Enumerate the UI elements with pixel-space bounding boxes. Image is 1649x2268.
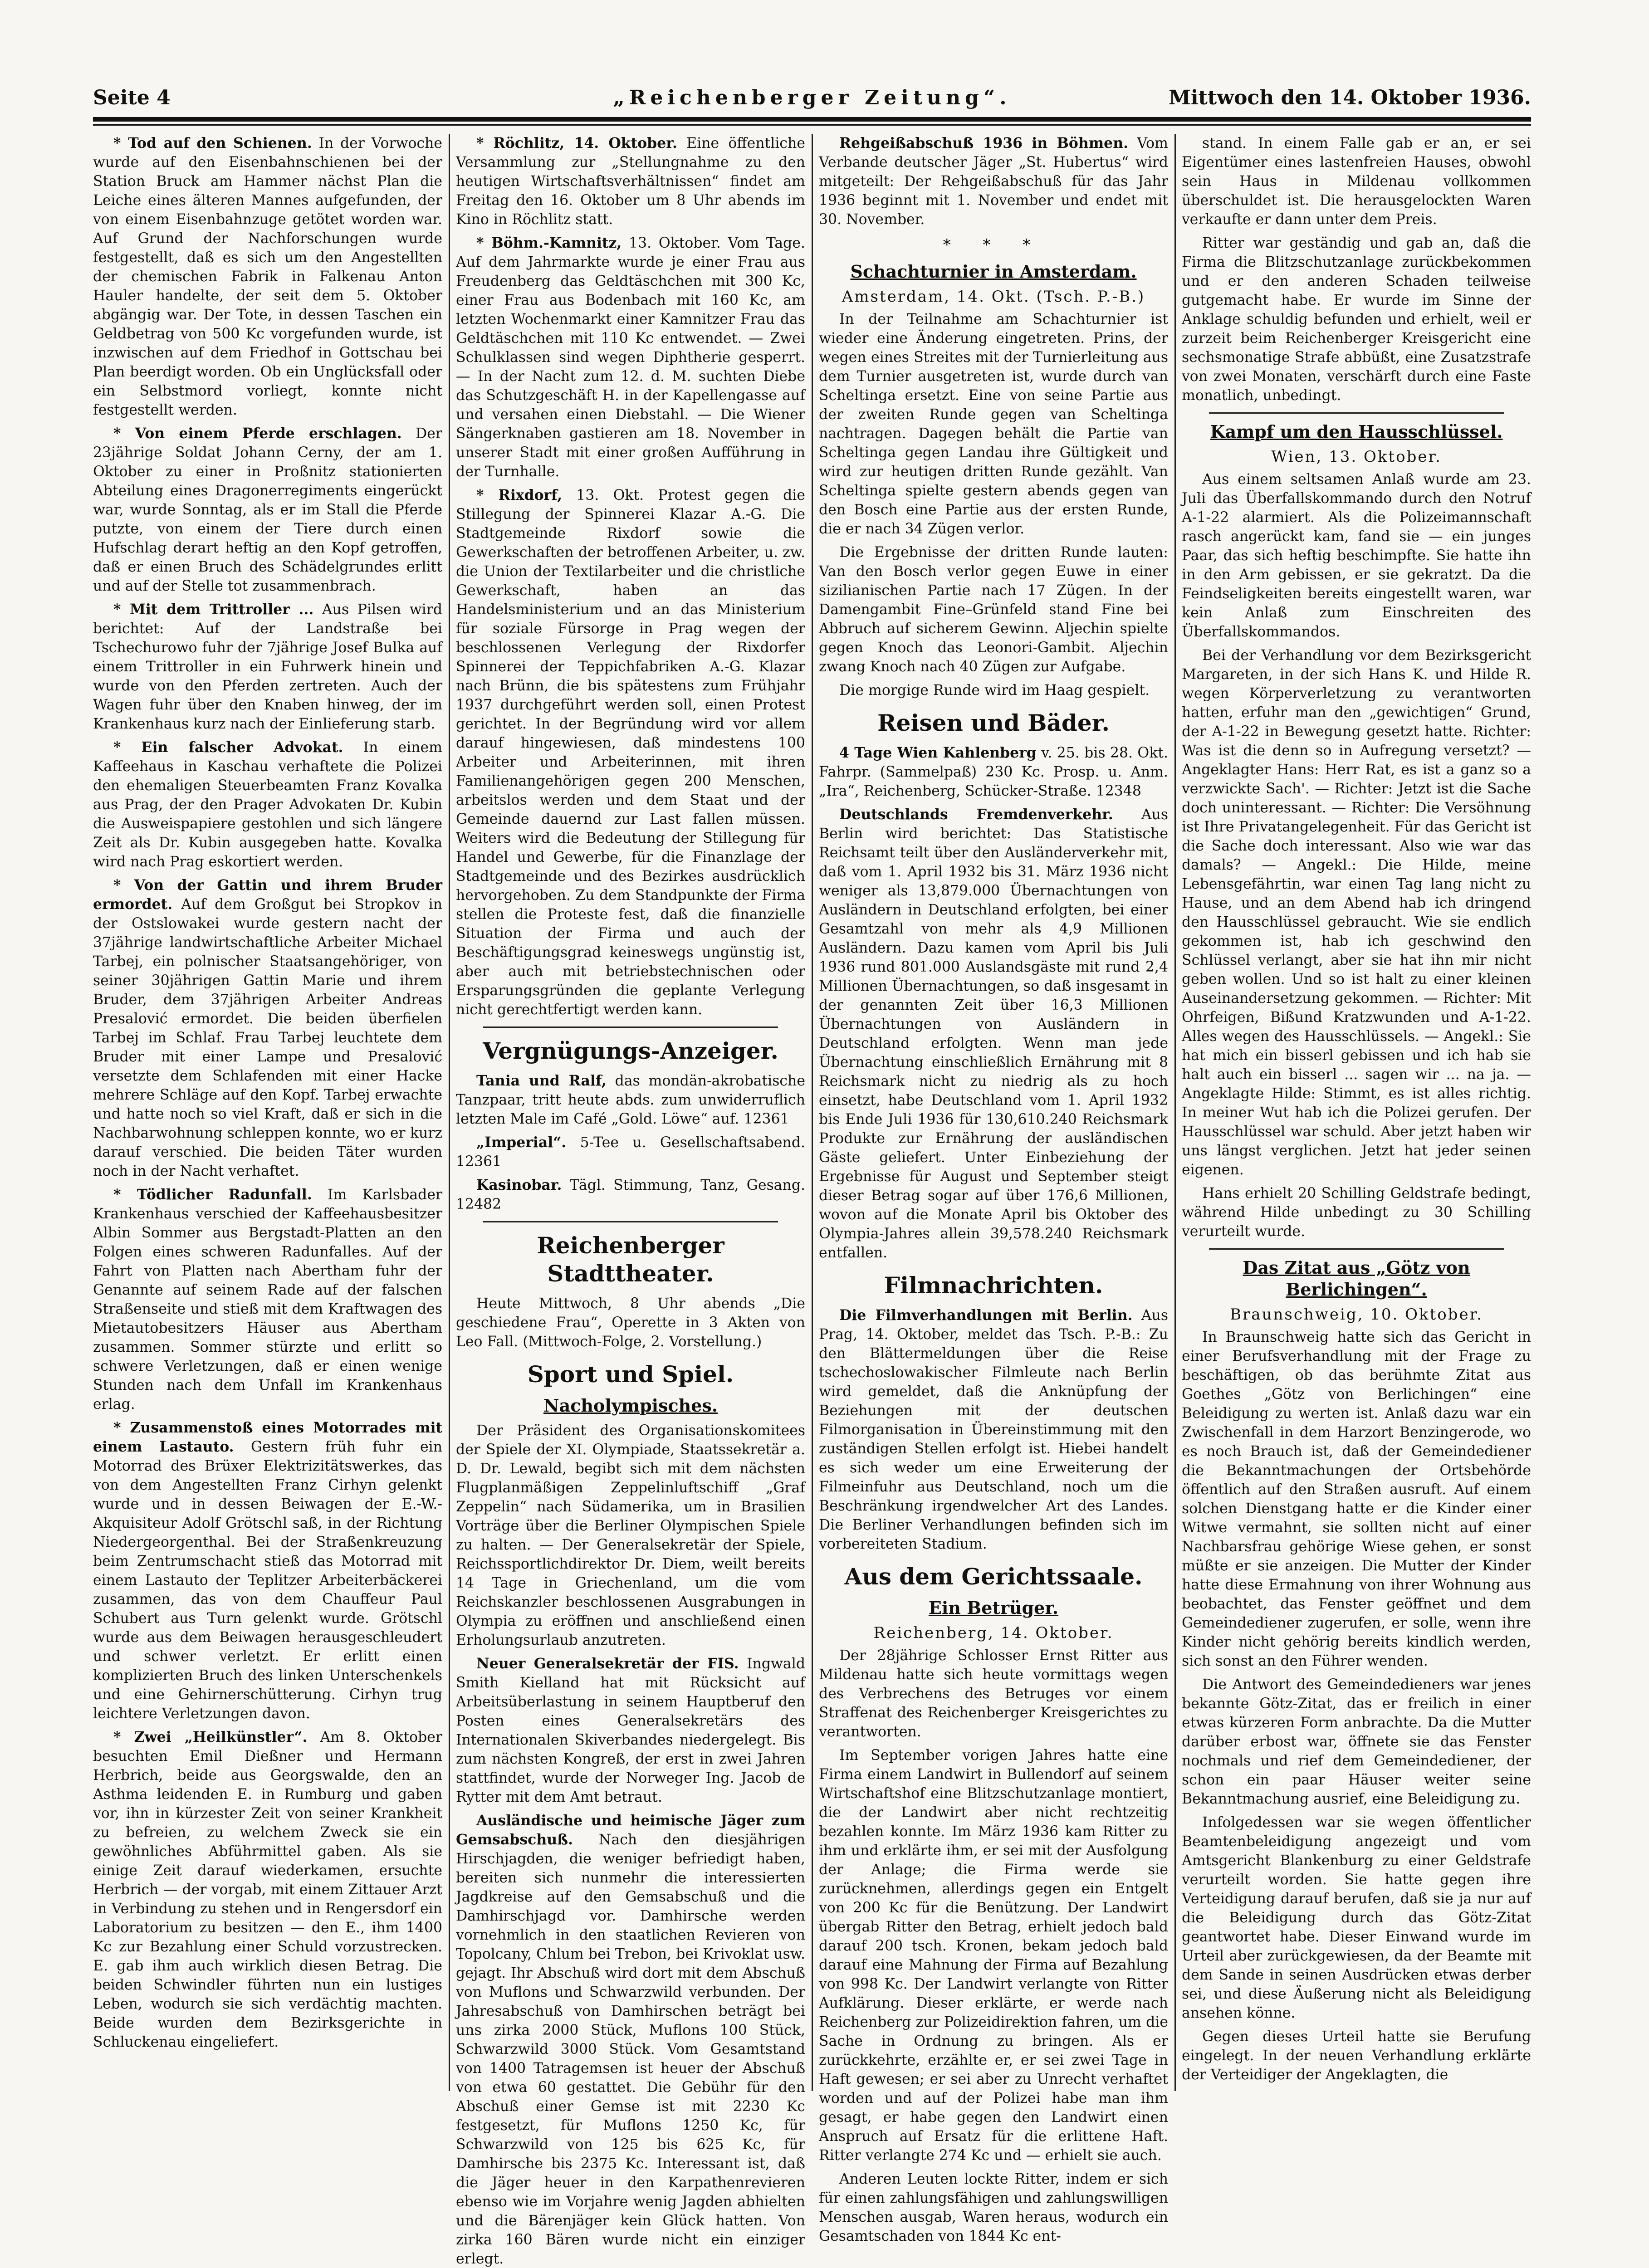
ad-item: „Imperial“. 5-Tee u. Gesellschaftsabend. 12361 [456,1134,805,1170]
section-rule [1209,412,1504,414]
header-rule-thin [93,124,1531,126]
news-item: * Von der Gattin und ihrem Bruder ermordet. Auf dem Großgut bei Stropkov in der Ostslowakei wurde gestern nacht der 37jährige landwirtschaftliche Arbeiter Michael Tarbej, ein polnischer Staatsangehöriger, von seiner 30jährigen Gattin Marie und ihrem Bruder, dem 37jährigen Arbeiter Andreas Presalović ermordet. Die beiden überfielen Tarbej im Schlaf. Frau Tarbej leuchtete dem Bruder mit einer Lampe und Presalović versetzte dem Schlafenden mit einer Hacke mehrere Schläge auf den Kopf. Tarbej erwachte und hatte noch so viel Kraft, daß er sich in die Nachbarwohnung schleppen konnte, wo er kurz darauf verschied. Die beiden Täter wurden noch in der Nacht verhaftet. [93,877,442,1179]
paragraph: Die morgige Runde wird im Haag gespielt. [839,682,1150,699]
paragraph: Bei der Verhandlung vor dem Bezirksgericht Margareten, in der sich Hans K. und Hilde R. wegen Körperverletzung zu verantworten hatten, erfuhr man den „gewichtigen“ Grund, der A-1-22 in Bewegung gesetzt hatte. Richter: Was ist die denn so in Aufregung versetzt? — Angeklagter Hans: Herr Rat, es ist a ganz so a verzwickte Sach'. — Richter: Jetzt ist die Sache doch uninteressant. — Richter: Die Versöhnung ist Ihre Privatangelegenheit. Für das Gericht ist die Sache doch interessant. Also wie war das damals? — Angekl.: Die Hilde, meine Lebensgefährtin, war einen Tag lang nicht zu Hause, und an dem Abend hab ich dringend den Hausschlüssel gebraucht. Wie sie endlich gekommen ist, hab ich geschwind den Schlüssel verlangt, aber sie hat ihn mir nicht geben wollen. Und so ist halt zu einer kleinen Auseinandersetzung gekommen. — Richter: Mit Ohrfeigen, Bißund Kratzwunden und A-1-22. Alles wegen des Hausschlüssels. — Angekl.: Sie hat mich ein bisserl gebissen und ich hab sie halt auch ein bisserl ... sagen wir ... na ja. — Angeklagte Hilde: Stimmt, es ist alles richtig. In meiner Wut hab ich die Polizei gerufen. Der Hausschlüssel war schuld. Aber jetzt haben wir uns längst verglichen. Jetzt hat jeder seinen eigenen. [1182,647,1531,1178]
section-heading: Sport und Spiel. [527,1361,734,1388]
news-item: 4 Tage Wien Kahlenberg v. 25. bis 28. Okt. Fahrpr. (Sammelpaß) 230 Kc. Prosp. u. Anm. „Ira“, Reichenberg, Schücker-Straße. 12348 [819,744,1168,799]
dateline: Reichenberg, 14. Oktober. [873,1624,1114,1642]
section-heading: Vergnügungs-Anzeiger. [483,1037,778,1064]
issue-date: Mittwoch den 14. Oktober 1936. [1169,86,1531,109]
column-4 [1182,134,1531,2091]
paragraph: Die Ergebnisse der dritten Runde lauten: Van den Bosch verlor gegen Euwe in einer sizilianischen Partie nach 17 Zügen. In der Damengambit Fine–Grünfeld stand Fine bei Abbruch auf sicherem Gewinn. Aljechin spielte gegen Knoch das Leonori-Gambit. Aljechin zwang Knoch nach 40 Zügen zur Aufgabe. [819,544,1168,675]
news-item: Der Präsident des Organisationskomitees der Spiele der XI. Olympiade, Staatssekretär a. D. Dr. Lewald, begibt sich mit dem nächsten Flugplanmäßigen Zeppelinluftschiff „Graf Zeppelin“ nach Südamerika, um in Brasilien Vorträge über die Berliner Olympischen Spiele zu halten. — Der Generalsekretär der Spiele, Reichssportlichdirektor Dr. Diem, weilt bereits 14 Tage in Griechenland, um die vom Reichskanzler beschlossenen Ausgrabungen in Olympia zu eröffnen und anschließend einen Erholungsurlaub anzutreten. [456,1422,805,1648]
column-1 [93,134,442,2091]
paragraph: In Braunschweig hatte sich das Gericht in einer Berufsverhandlung mit der Frage zu beschäftigen, ob das berühmte Zitat aus Goethes „Götz von Berlichingen“ eine Beleidigung zu werten ist. Anlaß dazu war ein Zwischenfall in dem Harzort Benzingerode, wo es noch Brauch ist, daß der Gemeindediener die Bekanntmachungen der Ortsbehörde öffentlich auf den Straßen ausruft. Auf einem solchen Dienstgang hatte er die Kinder einer Witwe vermahnt, sie sollten nicht auf einer Nachbarsfrau gehörige Wiese gehen, er sonst müßte er sie anzeigen. Die Mutter der Kinder hatte diese Ermahnung von ihrer Wohnung aus beobachtet, das Fenster geöffnet und dem Gemeindediener zugerufen, er solle, wenn ihre Kinder nicht gehörig bereits kindlich werden, sich sonst an den Führer wenden. [1182,1329,1531,1669]
subheading: Das Zitat aus „Götz von Berlichingen“. [1243,1257,1470,1300]
paragraph: Infolgedessen war sie wegen öffentlicher Beamtenbeleidigung angezeigt und vom Amtsgericht Blankenburg zu einer Geldstrafe verurteilt worden. Sie hatte gegen ihre Verteidigung darauf berufen, daß sie ja nur auf die Beleidigung durch das Götz-Zitat geantwortet habe. Dieser Einwand wurde im Urteil aber zurückgewiesen, da der Beamte mit dem Sande in seinen Ausdrücken etwas derber sei, und diese Äußerung nicht als Beleidigung ansehen könne. [1182,1814,1531,2021]
separator-stars: * * * [943,236,1044,254]
paragraph: Gegen dieses Urteil hatte sie Berufung eingelegt. In der neuen Verhandlung erklärte der Verteidiger der Angeklagten, die [1182,2028,1531,2083]
section-rule [483,1221,778,1222]
theater-notice: Heute Mittwoch, 8 Uhr abends „Die geschiedene Frau“, Operette in 3 Akten von Leo Fall. (Mittwoch-Folge, 2. Vorstellung.) [456,1295,805,1350]
news-item: Neuer Generalsekretär der FIS. Ingwald Smith Kielland hat mit Rücksicht auf Arbeitsüberlastung in seinem Hauptberuf den Posten eines Generalsekretärs des Internationalen Skiverbandes niedergelegt. Bis zum nächsten Kongreß, der erst in zwei Jahren stattfindet, wurde der Norweger Ing. Jacob de Rytter mit dem Amt betraut. [456,1655,805,1805]
paragraph: Hans erhielt 20 Schilling Geldstrafe bedingt, während Hilde unbedingt zu 30 Schilling verurteilt wurde. [1182,1185,1531,1240]
news-item: * Zwei „Heilkünstler“. Am 8. Oktober besuchten Emil Dießner und Hermann Herbrich, beide aus Georgswalde, den an Asthma leidenden E. in Rumburg und gaben vor, ihn in kürzester Zeit von seiner Krankheit zu befreien, zu welchem Zweck sie ein gewöhnliches Abführmittel gaben. Als sie einige Zeit darauf wiederkamen, ersuchte Herbrich — der vorgab, mit einem Zittauer Arzt in Verbindung zu stehen und in Rengersdorf ein Laboratorium zu besitzen — den E., ihm 1400 Kc zur Bezahlung einer Schuld vorzustrecken. E. gab ihm auch wirklich diesen Betrag. Die beiden Schwindler führten nun ein lustiges Leben, wodurch sie sich verdächtig machten. Beide wurden dem Bezirksgerichte in Schluckenau eingeliefert. [93,1729,443,2050]
page-header [93,86,1531,113]
dateline: Braunschweig, 10. Oktober. [1230,1305,1483,1324]
section-heading: Aus dem Gerichtssaale. [844,1563,1143,1590]
news-item: * Böhm.-Kamnitz, 13. Oktober. Vom Tage. Auf dem Jahrmarkte wurde je einer Frau aus Freudenberg das Geldtäschchen mit 300 Kc, einer Frau aus Bodenbach mit 160 Kc, am letzten Wochenmarkt einer Kamnitzer Frau das Geldtäschchen mit 110 Kc entwendet. — Zwei Schulklassen sind wegen Diphtherie gesperrt. — In der Nacht zum 12. d. M. suchten Diebe das Schutzgeschäft H. in der Kapellengasse auf und versahen einen Diebstahl. — Die Wiener Sängerknaben gastieren am 18. November in unserer Stadt mit einer großen Aufführung in der Turnhalle. [456,235,805,480]
news-item: Ausländische und heimische Jäger zum Gemsabschuß. Nach den diesjährigen Hirschjagden, die weniger befriedigt haben, bereiten sich nunmehr die interessierten Jagdkreise auf den Gemsabschuß und die Damhirschjagd vor. Damhirsche werden vornehmlich in den staatlichen Revieren von Topolcany, Chlum bei Trebon, bei Krivoklat usw. gejagt. Ihr Abschuß wird dort mit dem Abschuß von Muflons und Schwarzwild verbunden. Der Jahresabschuß von Damhirschen beträgt bei uns zirka 2000 Stück, Muflons 100 Stück, Schwarzwild 3000 Stück. Vom Gesamtstand von 1400 Tatragemsen ist heuer der Abschuß von etwa 60 gestattet. Die Gebühr für den Abschuß einer Gemse ist mit 2230 Kc festgesetzt, für Muflons 1250 Kc, für Schwarzwild von 125 bis 625 Kc, für Damhirsche bis 2375 Kc. Interessant ist, daß die Jäger heuer in den Karpathenrevieren ebenso wie im Vorjahre wenig Jagden abhielten und die Bärenjäger kein Glück hatten. Von zirka 160 Bären wurde nicht ein einziger erlegt. [456,1812,806,2267]
ad-item: Kasinobar. Tägl. Stimmung, Tanz, Gesang. 12482 [456,1177,806,1212]
paragraph: Im September vorigen Jahres hatte eine Firma einem Landwirt in Bullendorf auf seinem Wirtschaftshof eine Blitzschutzanlage montiert, die der Landwirt aber nicht rechtzeitig bezahlen konnte. Im März 1936 kam Ritter zu ihm und erklärte ihm, er sei mit der Ausfolgung der Anlage; die Firma werde sie zurücknehmen, allerdings gegen ein Entgelt von 200 Kc für die Benützung. Der Landwirt übergab Ritter den Betrag, erhielt jedoch bald darauf 200 tsch. Kronen, bekam jedoch bald darauf eine Mahnung der Firma auf Bezahlung von 998 Kc. Der Landwirt verlangte von Ritter Aufklärung. Dieser erklärte, er werde nach Reichenberg zur Polizeidirektion fahren, um die Sache in Ordnung zu bringen. Als er zurückkehrte, erzählte er, er sei zwei Tage in Haft gewesen; er sei aber zu Unrecht verhaftet worden und auf der Polizei habe man ihm gesagt, er habe gegen den Landwirt einen Anspruch auf Ersatz für die erlittene Haft. Ritter verlangte 274 Kc und — erhielt sie auch. [819,1747,1168,2164]
paragraph: Aus einem seltsamen Anlaß wurde am 23. Juli das Überfallskommando durch den Notruf A-1-22 alarmiert. Als die Polizeimannschaft rasch angerückt kam, fand sie — ein junges Paar, das sich heftig beschimpfte. Sie hatte ihn in den Arm gebissen, er sie gekratzt. Da die Feindseligkeiten bereits eingestellt waren, war kein Anlaß zum Einschreiten des Überfallskommandos. [1182,471,1531,640]
column-2 [456,134,806,2267]
news-item: Die Filmverhandlungen mit Berlin. Aus Prag, 14. Oktober, meldet das Tsch. P.-B.: Zu den Blättermeldungen über die Reise tschechoslowakischer Filmleute nach Berlin wird gemeldet, daß die Anknüpfung der Beziehungen mit der deutschen Filmorganisation in Übereinstimmung mit den zuständigen Stellen erfolgt ist. Hiebei handelt es sich weder um eine Erweiterung der Filmeinfuhr aus Deutschland, noch um die Beschränkung irgendwelcher Art des Landes. Die Berliner Verhandlungen befinden sich im vorbereiteten Stadium. [819,1307,1168,1552]
section-heading: Reisen und Bäder. [877,709,1110,736]
news-item: Deutschlands Fremdenverkehr. Aus Berlin wird berichtet: Das Statistische Reichsamt teilt über den Ausländerverkehr mit, daß vom 1. April 1932 bis 31. März 1936 nicht weniger als 13,879.000 Übernachtungen von Ausländern in Deutschland erfolgten, bei einer Gesamtzahl von mehr als 4,9 Millionen Ausländern. Dazu kamen vom April bis Juli 1936 rund 801.000 Auslandsgäste mit rund 2,4 Millionen Übernachtungen, so daß insgesamt in der genannten Zeit über 16,3 Millionen Übernachtungen von Ausländern in Deutschland erfolgten. Wenn man jede Übernachtung einschließlich Ernährung mit 8 Reichsmark nicht zu niedrig als zu hoch einsetzt, habe Deutschland vom 1. April 1932 bis Ende Juli 1936 für 130,610.240 Reichsmark Produkte zur Ernährung der ausländischen Gäste geliefert. Unter Einbeziehung der Ergebnisse für August und September steigt dieser Betrag sogar auf über 176,6 Millionen, wovon auf die Monate April bis Oktober des Olympia-Jahres allein 39,578.240 Reichsmark entfallen. [819,806,1168,1261]
dateline: Amsterdam, 14. Okt. (Tsch. P.-B.) [842,288,1145,306]
paragraph: In der Teilnahme am Schachturnier ist wieder eine Änderung eingetreten. Prins, der wegen eines Streites mit der Turnierleitung aus dem Turnier ausgetreten ist, wurde durch van Scheltinga ersetzt. Eine von seine Partie aus der zweiten Runde gegen van Scheltinga nachtragen. Dagegen behält die Partie van Scheltinga gegen Landau ihre Gültigkeit und wird zur heutigen dritten Runde gezählt. Van Scheltinga spielte gestern abends gegen van den Bosch eine Partie aus der ersten Runde, die er nach 34 Zügen verlor. [819,311,1168,537]
news-item: * Rixdorf, 13. Okt. Protest gegen die Stillegung der Spinnerei Klazar A.-G. Die Stadtgemeinde Rixdorf sowie die Gewerkschaften der betroffenen Arbeiter, u. zw. die Union der Textilarbeiter und die christliche Gewerkschaft, haben an das Handelsministerium und an das Ministerium für soziale Fürsorge in Prag wegen der beschlossenen Verlegung der Rixdorfer Spinnerei der Teppichfabriken A.-G. Klazar nach Brünn, die bis spätestens zum Frühjahr 1937 durchgeführt werden soll, einen Protest gerichtet. In der Begründung wird vor allem darauf hingewiesen, daß mindestens 100 Arbeiter und Arbeiterinnen, mit ihren Familienangehörigen gegen 200 Menschen, arbeitslos werden und dem Staat und der Gemeinde dauernd zur Last fallen müssen. Weiters wird die Bedeutung der Stillegung für Handel und Gewerbe, für die Finanzlage der Stadtgemeinde und des Bezirkes ausdrücklich hervorgehoben. Zu dem Standpunkte der Firma stellen die Proteste fest, daß die finanzielle Situation der Firma und auch der Beschäftigungsgrad keineswegs ungünstig ist, aber auch mit betriebstechnischen oder Ersparungsgründen die geplante Verlegung nicht gerechtfertigt werden kann. [456,487,805,1018]
news-item: * Röchlitz, 14. Oktober. Eine öffentliche Versammlung zur „Stellungnahme zu den heutigen Wirtschaftsverhältnissen“ findet am Freitag den 16. Oktober um 8 Uhr abends im Kino in Röchlitz statt. [456,135,805,228]
section-heading: Reichenberger Stadttheater. [537,1232,724,1287]
subheading: Kampf um den Hausschlüssel. [1210,421,1503,442]
news-item: * Von einem Pferde erschlagen. Der 23jährige Soldat Johann Cerny, der am 1. Oktober zu einer in Proßnitz stationierten Abteilung eines Dragonerregiments eingerückt war, wurde Sonntag, als er im Stall die Pferde putzte, von einem der Tiere durch einen Hufschlag derart heftig an den Kopf getroffen, daß er einen Bruch des Schädelgrundes erlitt und auf der Stelle tot zusammenbrach. [93,425,442,594]
masthead-title: „Reichenberger Zeitung“. [613,86,1011,109]
section-heading: Filmnachrichten. [884,1272,1103,1299]
news-item: * Ein falscher Advokat. In einem Kaffeehaus in Kaschau verhaftete die Polizei den ehemaligen Steuerbeamten Franz Kovalka aus Prag, der den Prager Advokaten Dr. Kubin die Ausweispapiere gestohlen und sich längere Zeit als Dr. Kubin ausgegeben hatte. Kovalka wird nach Prag eskortiert werden. [93,739,442,870]
column-3 [819,134,1169,2244]
paragraph: Anderen Leuten lockte Ritter, indem er sich für einen zahlungsfähigen und zahlungswilligen Menschen ausgab, Waren heraus, wodurch ein Gesamtschaden von 1844 Kc ent- [819,2171,1168,2244]
paragraph: stand. In einem Falle gab er an, er sei Eigentümer eines lastenfreien Hauses, obwohl sein Haus in Mildenau vollkommen überschuldet ist. Die herausgelockten Waren verkaufte er dann unter dem Preis. [1182,135,1531,228]
paragraph: Die Antwort des Gemeindedieners war jenes bekannte Götz-Zitat, das er freilich in einer etwas kürzeren Form anbrachte. Da die Mutter darüber erbost war, öffnete sie das Fenster nochmals und rief dem Gemeindediener, der schon ein paar Häuser weiter seine Bekanntmachung ausrief, eine Beleidigung zu. [1182,1677,1531,1807]
page-number: Seite 4 [93,86,171,109]
news-item: * Tödlicher Radunfall. Im Karlsbader Krankenhaus verschied der Kaffeehausbesitzer Albin Sommer aus Bergstadt-Platten an den Folgen eines schweren Radunfalles. Auf der Fahrt von Platten nach Abertham fuhr der Genannte auf seinem Rade auf der falschen Straßenseite und stieß mit dem Kraftwagen des Mietautobesitzers Häuser aus Abertham zusammen. Sommer stürzte und erlitt so schwere Verletzungen, daß er einen wenige Stunden nach dem Unfall im Krankenhaus erlag. [93,1186,443,1413]
news-item: * Mit dem Trittroller ... Aus Pilsen wird berichtet: Auf der Landstraße bei Tschechurowo fuhr der 7jährige Josef Bulka auf einem Trittroller in ein Fuhrwerk hinein und wurde von den Pferden zertreten. Auch der Wagen fuhr über den Knaben hinweg, der im Krankenhaus kurz nach der Einlieferung starb. [93,601,442,732]
section-rule [1209,1248,1504,1250]
subheading: Schachturnier in Amsterdam. [850,261,1137,282]
section-rule [483,1026,778,1028]
ad-item: Tania und Ralf, das mondän-akrobatische Tanzpaar, tritt heute abds. zum unwiderruflich letzten Male im Café „Gold. Löwe“ auf. 12361 [456,1072,805,1127]
paragraph: Ritter war geständig und gab an, daß die Firma die Blitzschutzanlage zurückbekommen und er den anderen Schaden teilweise gutgemacht habe. Er wurde im Sinne der Anklage schuldig befunden und erhielt, weil er zurzeit beim Reichenberger Kreisgericht eine sechsmonatige Strafe abbüßt, eine Zusatzstrafe von zwei Monaten, verschärft durch eine Faste monatlich, unbedingt. [1182,235,1531,404]
column-divider [812,134,813,2091]
news-item: * Zusammenstoß eines Motorrades mit einem Lastauto. Gestern früh fuhr ein Motorrad des Brüxer Elektrizitätswerkes, das von dem Angestellten Franz Cirhyn gelenkt wurde und in dessen Beiwagen der E.-W.-Akquisiteur Adolf Grötschl saß, in der Richtung Niedergeorgenthal. Bei der Straßenkreuzung beim Zentrumschacht stieß das Motorrad mit einem Lastauto der Teplitzer Arbeiterbäckerei zusammen, das von dem Chauffeur Paul Schubert aus Turn gelenkt wurde. Grötschl wurde aus dem Beiwagen herausgeschleudert und schwer verletzt. Er erlitt einen komplizierten Bruch des linken Unterschenkels und eine Gehirnerschütterung. Cirhyn trug leichtere Verletzungen davon. [93,1419,442,1722]
news-item: Rehgeißabschuß 1936 in Böhmen. Vom Verbande deutscher Jäger „St. Hubertus“ wird mitgeteilt: Der Rehgeißabschuß für das Jahr 1936 beginnt mit 1. November und endet mit 30. November. [819,135,1169,228]
header-rule [93,117,1531,122]
column-divider [449,134,450,2091]
paragraph: Der 28jährige Schlosser Ernst Ritter aus Mildenau hatte sich heute vormittags wegen des Verbrechens des Betruges vor einem Straffenat des Reichenberger Kreisgerichtes zu verantworten. [819,1647,1168,1740]
column-divider [1174,134,1176,2091]
subheading: Nacholympisches. [543,1395,718,1416]
dateline: Wien, 13. Oktober. [1271,448,1442,466]
news-item: * Tod auf den Schienen. In der Vorwoche wurde auf den Eisenbahnschienen bei der Station Bruck am Hammer nächst Plan die Leiche eines älteren Mannes aufgefunden, der von einem Eisenbahnzuge getötet worden war. Auf Grund der Nachforschungen wurde festgestellt, daß es sich um den Angestellten der chemischen Fabrik in Falkenau Anton Hauler handelte, der seit dem 5. Oktober abgängig war. Der Tote, in dessen Taschen ein Geldbetrag von 500 Kc vorgefunden wurde, ist inzwischen auf dem Friedhof in Gottschau bei Plan beerdigt worden. Ob ein Unglücksfall oder ein Selbstmord vorliegt, konnte nicht festgestellt werden. [93,135,443,418]
subheading: Ein Betrüger. [928,1598,1059,1618]
